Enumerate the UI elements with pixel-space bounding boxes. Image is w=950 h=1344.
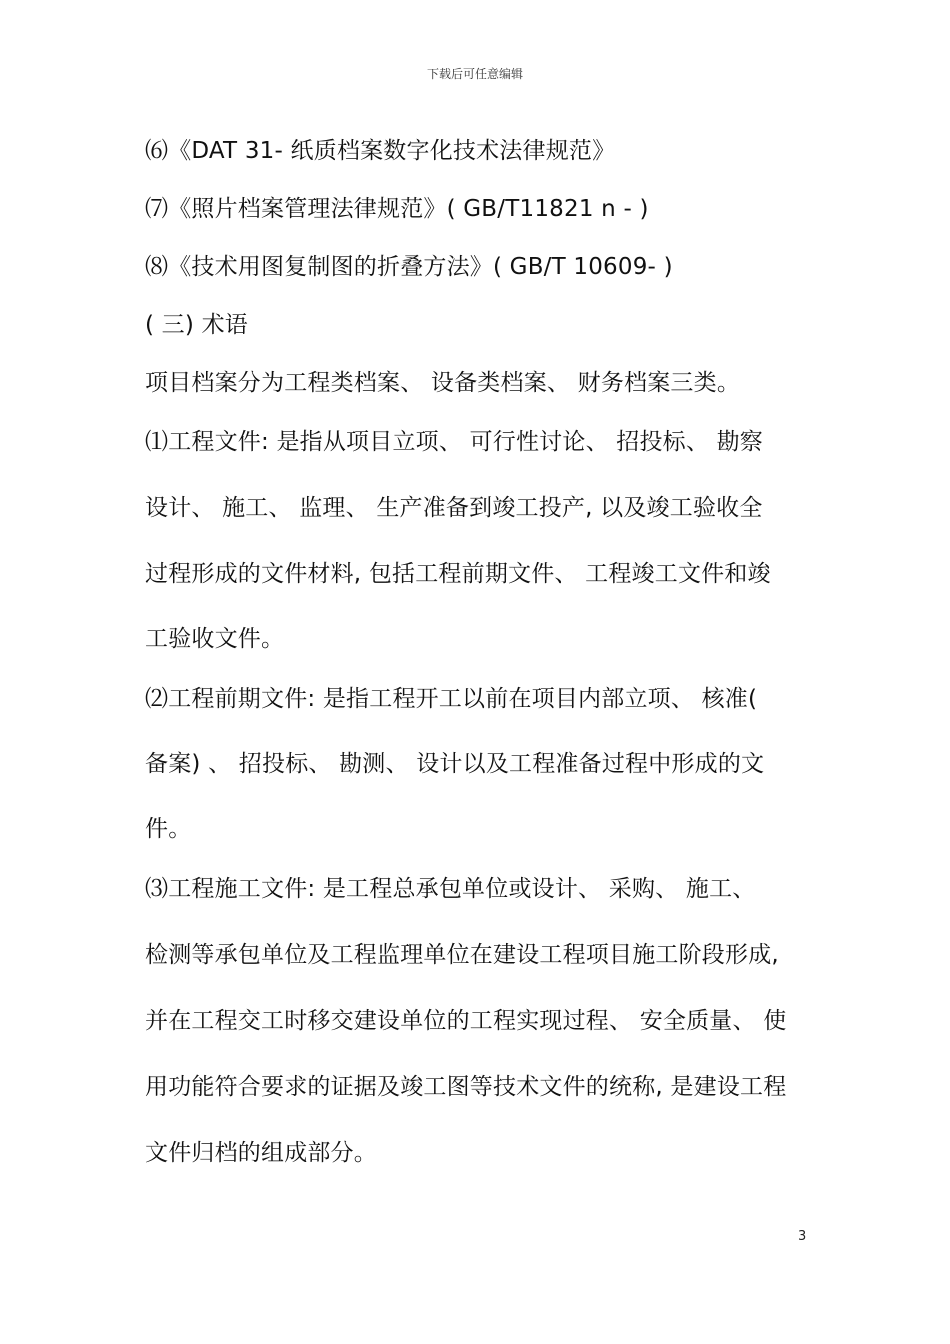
paragraph-construction-files-line-5: 文件归档的组成部分。: [145, 1140, 377, 1166]
paragraph-construction-files-line-2: 检测等承包单位及工程监理单位在建设工程项目施工阶段形成,: [145, 942, 779, 968]
paragraph-construction-files-line-3: 并在工程交工时移交建设单位的工程实现过程、 安全质量、 使: [145, 1008, 787, 1034]
paragraph-preliminary-files-line-2: 备案) 、 招投标、 勘测、 设计以及工程准备过程中形成的文: [145, 751, 765, 777]
paragraph-engineering-files-line-2: 设计、 施工、 监理、 生产准备到竣工投产, 以及竣工验收全: [145, 495, 763, 521]
paragraph-preliminary-files-line-1: ⑵工程前期文件: 是指工程开工以前在项目内部立项、 核准(: [145, 686, 758, 712]
paragraph-engineering-files-line-1: ⑴工程文件: 是指从项目立项、 可行性讨论、 招投标、 勘察: [145, 429, 763, 455]
page-number: 3: [798, 1229, 807, 1244]
reference-item-7: ⑺《照片档案管理法律规范》( GB/T11821 n - ): [145, 196, 649, 222]
paragraph-construction-files-line-1: ⑶工程施工文件: 是工程总承包单位或设计、 采购、 施工、: [145, 876, 756, 902]
paragraph-engineering-files-line-4: 工验收文件。: [145, 626, 285, 652]
paragraph-engineering-files-line-3: 过程形成的文件材料, 包括工程前期文件、 工程竣工文件和竣: [145, 561, 771, 587]
header-note: 下载后可任意编辑: [426, 67, 523, 81]
paragraph-preliminary-files-line-3: 件。: [145, 816, 192, 842]
section-heading-terms: ( 三) 术语: [145, 312, 248, 338]
reference-item-6: ⑹《DAT 31- 纸质档案数字化技术法律规范》: [145, 138, 616, 164]
paragraph-archive-types: 项目档案分为工程类档案、 设备类档案、 财务档案三类。: [145, 370, 741, 396]
reference-item-8: ⑻《技术用图复制图的折叠方法》( GB/T 10609- ): [145, 254, 673, 280]
paragraph-construction-files-line-4: 用功能符合要求的证据及竣工图等技术文件的统称, 是建设工程: [145, 1074, 787, 1100]
